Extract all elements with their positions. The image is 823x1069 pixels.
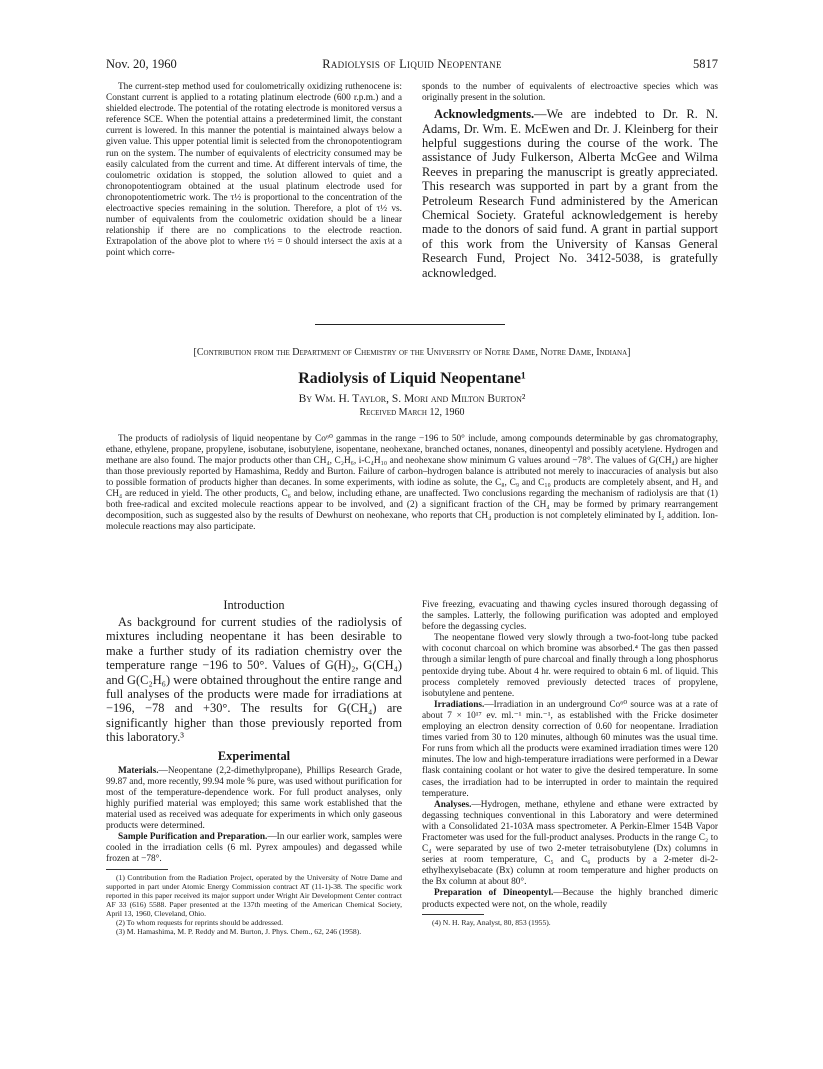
article-divider [315,324,505,325]
footnote-rule [106,869,168,870]
current-step-paragraph: The current-step method used for coulometrically oxidizing ruthenocene is: Constant current is applied to a rotating platinum electrode (600 r.p.m.) and a shielded electrode. The potential of the rotating electrode is monitored versus a reference SCE. When the potential attains a predetermined limit, the constant current is lowered. In this manner the potential is maintained always below a given value. This upper potential limit is selected from the chronopotentiogram run on the system. The number of equivalents of electricity consumed may be easily calculated from the current and time. At different intervals of time, the coulometric oxidation is stopped, the solution allowed to quiet and a chronopotentiogram obtained at the usual platinum electrode used for chronopotentiometric work. The τ½ is proportional to the concentration of the electroactive species remaining in the solution. Therefore, a plot of τ½ vs. number of equivalents from the coulometric oxidation should be a linear relationship if there are no complications to the electrode reaction. Extrapolation of the above plot to where τ½ = 0 should intersect the axis at a point which corre- [106,82,402,259]
acknowledgments-paragraph [422,107,718,280]
footnote-3: (3) M. Hamashima, M. P. Reddy and M. Burton, J. Phys. Chem., 62, 246 (1958). [116,927,362,937]
experimental-heading: Experimental [217,748,291,763]
contribution-line: [Contribution from the Department of Chemistry of the University of Notre Dame, Notre Dame, Indiana] [193,347,631,358]
running-head [106,57,718,71]
irradiations-text: —Irradiation in an underground Co⁶⁰ source was at a rate of about 7 × 10¹⁷ ev. ml.⁻¹ min.⁻¹, as established with the Fricke dosimeter employing an electron density correction of 0.60 for neopentane. Irradiation times varied from 30 to 120 minutes, although 60 minutes was the usual time. For runs from which all the products were examined irradiation times were 120 minutes. The low and high-temperature irradiations were performed in a Dewar flask containing coolant or hot water to give the desired temperature. In some cases, the irradiation had to be interrupted in order to maintain the required temperature. [422,699,718,799]
introduction-heading: Introduction [223,598,285,612]
footnote-rule-right [422,914,484,915]
materials-heading: Materials. [118,765,159,776]
article-title: Radiolysis of Liquid Neopentane¹ [298,370,526,387]
dineopentyl-paragraph [422,888,718,910]
previous-article-right [422,82,718,280]
acknowledgments-text: —We are indebted to Dr. R. N. Adams, Dr. Wm. E. McEwen and Dr. J. Kleinberg for their helpful suggestions during the course of the work. The assistance of Judy Fulkerson, Alberta McGee and Wilma Reeves in preparing the manuscript is greatly appreciated. This research was supported in part by a grant from the Petroleum Research Fund administered by the American Chemical Society. Grateful acknowledgement is hereby made to the donors of said fund. A grant in partial support of this work from the University of Kansas General Research Fund, Project No. 3412-5038, is gratefully acknowledged. [422,107,718,280]
analyses-heading: Analyses. [434,799,472,810]
running-title: Radiolysis of Liquid Neopentane [322,57,502,71]
dineopentyl-heading: Preparation of Dineopentyl. [434,888,554,899]
right-column [422,600,718,927]
footnote-4: (4) N. H. Ray, Analyst, 80, 853 (1955). [432,917,551,927]
footnote-1: (1) Contribution from the Radiation Project, operated by the University of Notre Dame and supported in part under Atomic Energy Commission contract AT (11-1)-38. The specific work reported in this paper received its major support under Wright Air Development Center contract AF 33 (616) 5588. Paper presented at the 137th meeting of the American Chemical Society, April 13, 1960, Cleveland, Ohio. [106,872,402,918]
issue-date: Nov. 20, 1960 [106,57,177,71]
sample-text: —In our earlier work, samples were cooled in the irradiation cells (6 ml. Pyrex ampoules) and degassed while frozen at −78°. [106,832,402,865]
article-authors: By Wm. H. Taylor, S. Mori and Milton Burton² [298,393,526,405]
left-column [106,598,402,936]
materials-text: —Neopentane (2,2-dimethylpropane), Phillips Research Grade, 99.87 and, more recently, 99.94 mole % pure, was used without purification for most of the temperature-dependence work. For full product analyses, only highly purified material was employed; this same work established that the material used as received was adequate for experiments in which only gaseous products were determined. [106,765,402,832]
acknowledgments-heading: Acknowledgments. [434,107,535,122]
introduction-paragraph: As background for current studies of the radiolysis of mixtures including neopentane it has been desirable to make a further study of its radiation chemistry over the temperature range −196 to 50°. Values of G(H)₂, G(CH₄) and G(C₂H₆) were obtained throughout the entire range and full analyses of the products were made for irradiations at −196, −78 and +30°. The results for G(CH₄) are significantly higher than those previously reported from this laboratory.³ [106,615,402,745]
irradiations-paragraph [422,700,718,800]
sample-heading: Sample Purification and Preparation. [118,832,268,843]
analyses-paragraph [422,800,718,889]
continuation-paragraph: sponds to the number of equivalents of electroactive species which was originally present in the solution. [422,82,718,104]
neopentane-flow-paragraph: The neopentane flowed very slowly through a two-foot-long tube packed with coconut charcoal on which bromine was absorbed.⁴ The gas then passed through a similar length of pure charcoal and finally through a long phosphorus pentoxide drying tube. About 4 hr. were required to obtain 6 ml. of liquid. This process completely removed previously detected traces of propylene, isobutylene and pentene. [422,633,718,699]
previous-article-left [106,82,402,260]
received-date: Received March 12, 1960 [359,407,465,418]
abstract: The products of radiolysis of liquid neopentane by Co⁶⁰ gammas in the range −196 to 50° include, among compounds determinable by gas chromatography, ethane, ethylene, propane, propylene, isobutane, isobutylene, isopentane, neohexane, branched octanes, nonanes, dineopentyl and possibly acetylene. Hydrogen and methane are also found. The major products other than CH₄, C₂H₆, i-C₄H₁₀ and neohexane show minimum G values around −78°. The values of G(CH₄) are higher than those previously reported by Hamashima, Reddy and Burton. Failure of carbon–hydrogen balance is attributed not merely to inaccuracies of analysis but also to possible formation of products higher than decanes. In some experiments, with iodine as solute, the C₈, C₉ and C₁₀ products are completely absent, and H₂ and CH₄ are reduced in yield. The other products, C₆ and below, including ethane, are unaffected. Two conclusions regarding the mechanism of radiolysis are that (1) both free-radical and excited molecule reactions appear to be involved, and (2) a significant fraction of the CH₄ may be formed by primary rearrangement decomposition, such as suggested also by the results of Dewhurst on neohexane, who reports that CH₄ production is not completely eliminated by I₂ addition. Ion-molecule reactions may also participate. [106,434,718,533]
dineopentyl-text: —Because the highly branched dimeric products expected were not, on the whole, readily [422,888,718,910]
page-number: 5817 [693,57,718,71]
freezing-paragraph: Five freezing, evacuating and thawing cycles insured thorough degassing of the samples. Latterly, the following purification was adopted and employed before the degassing cycles. [422,600,718,633]
materials-paragraph [106,766,402,833]
sample-paragraph [106,832,402,865]
irradiations-heading: Irradiations. [434,699,485,710]
footnote-2: (2) To whom requests for reprints should be addressed. [116,917,283,927]
analyses-text: —Hydrogen, methane, ethylene and ethane were extracted by degassing techniques conventional in this Laboratory and were determined with a Consolidated 21-103A mass spectrometer. A Perkin-Elmer 154B Vapor Fractometer was used for the full-product analyses. Products in the range C₂ to C₄ were separated by use of two 2-meter tetraisobutylene (Dx) columns in series at room temperature, C₅ and C₆ products by a 2-meter di-2-ethylhexylsebacate (Bx) column at room temperature and higher products on the Bx column at about 80°. [422,799,718,888]
